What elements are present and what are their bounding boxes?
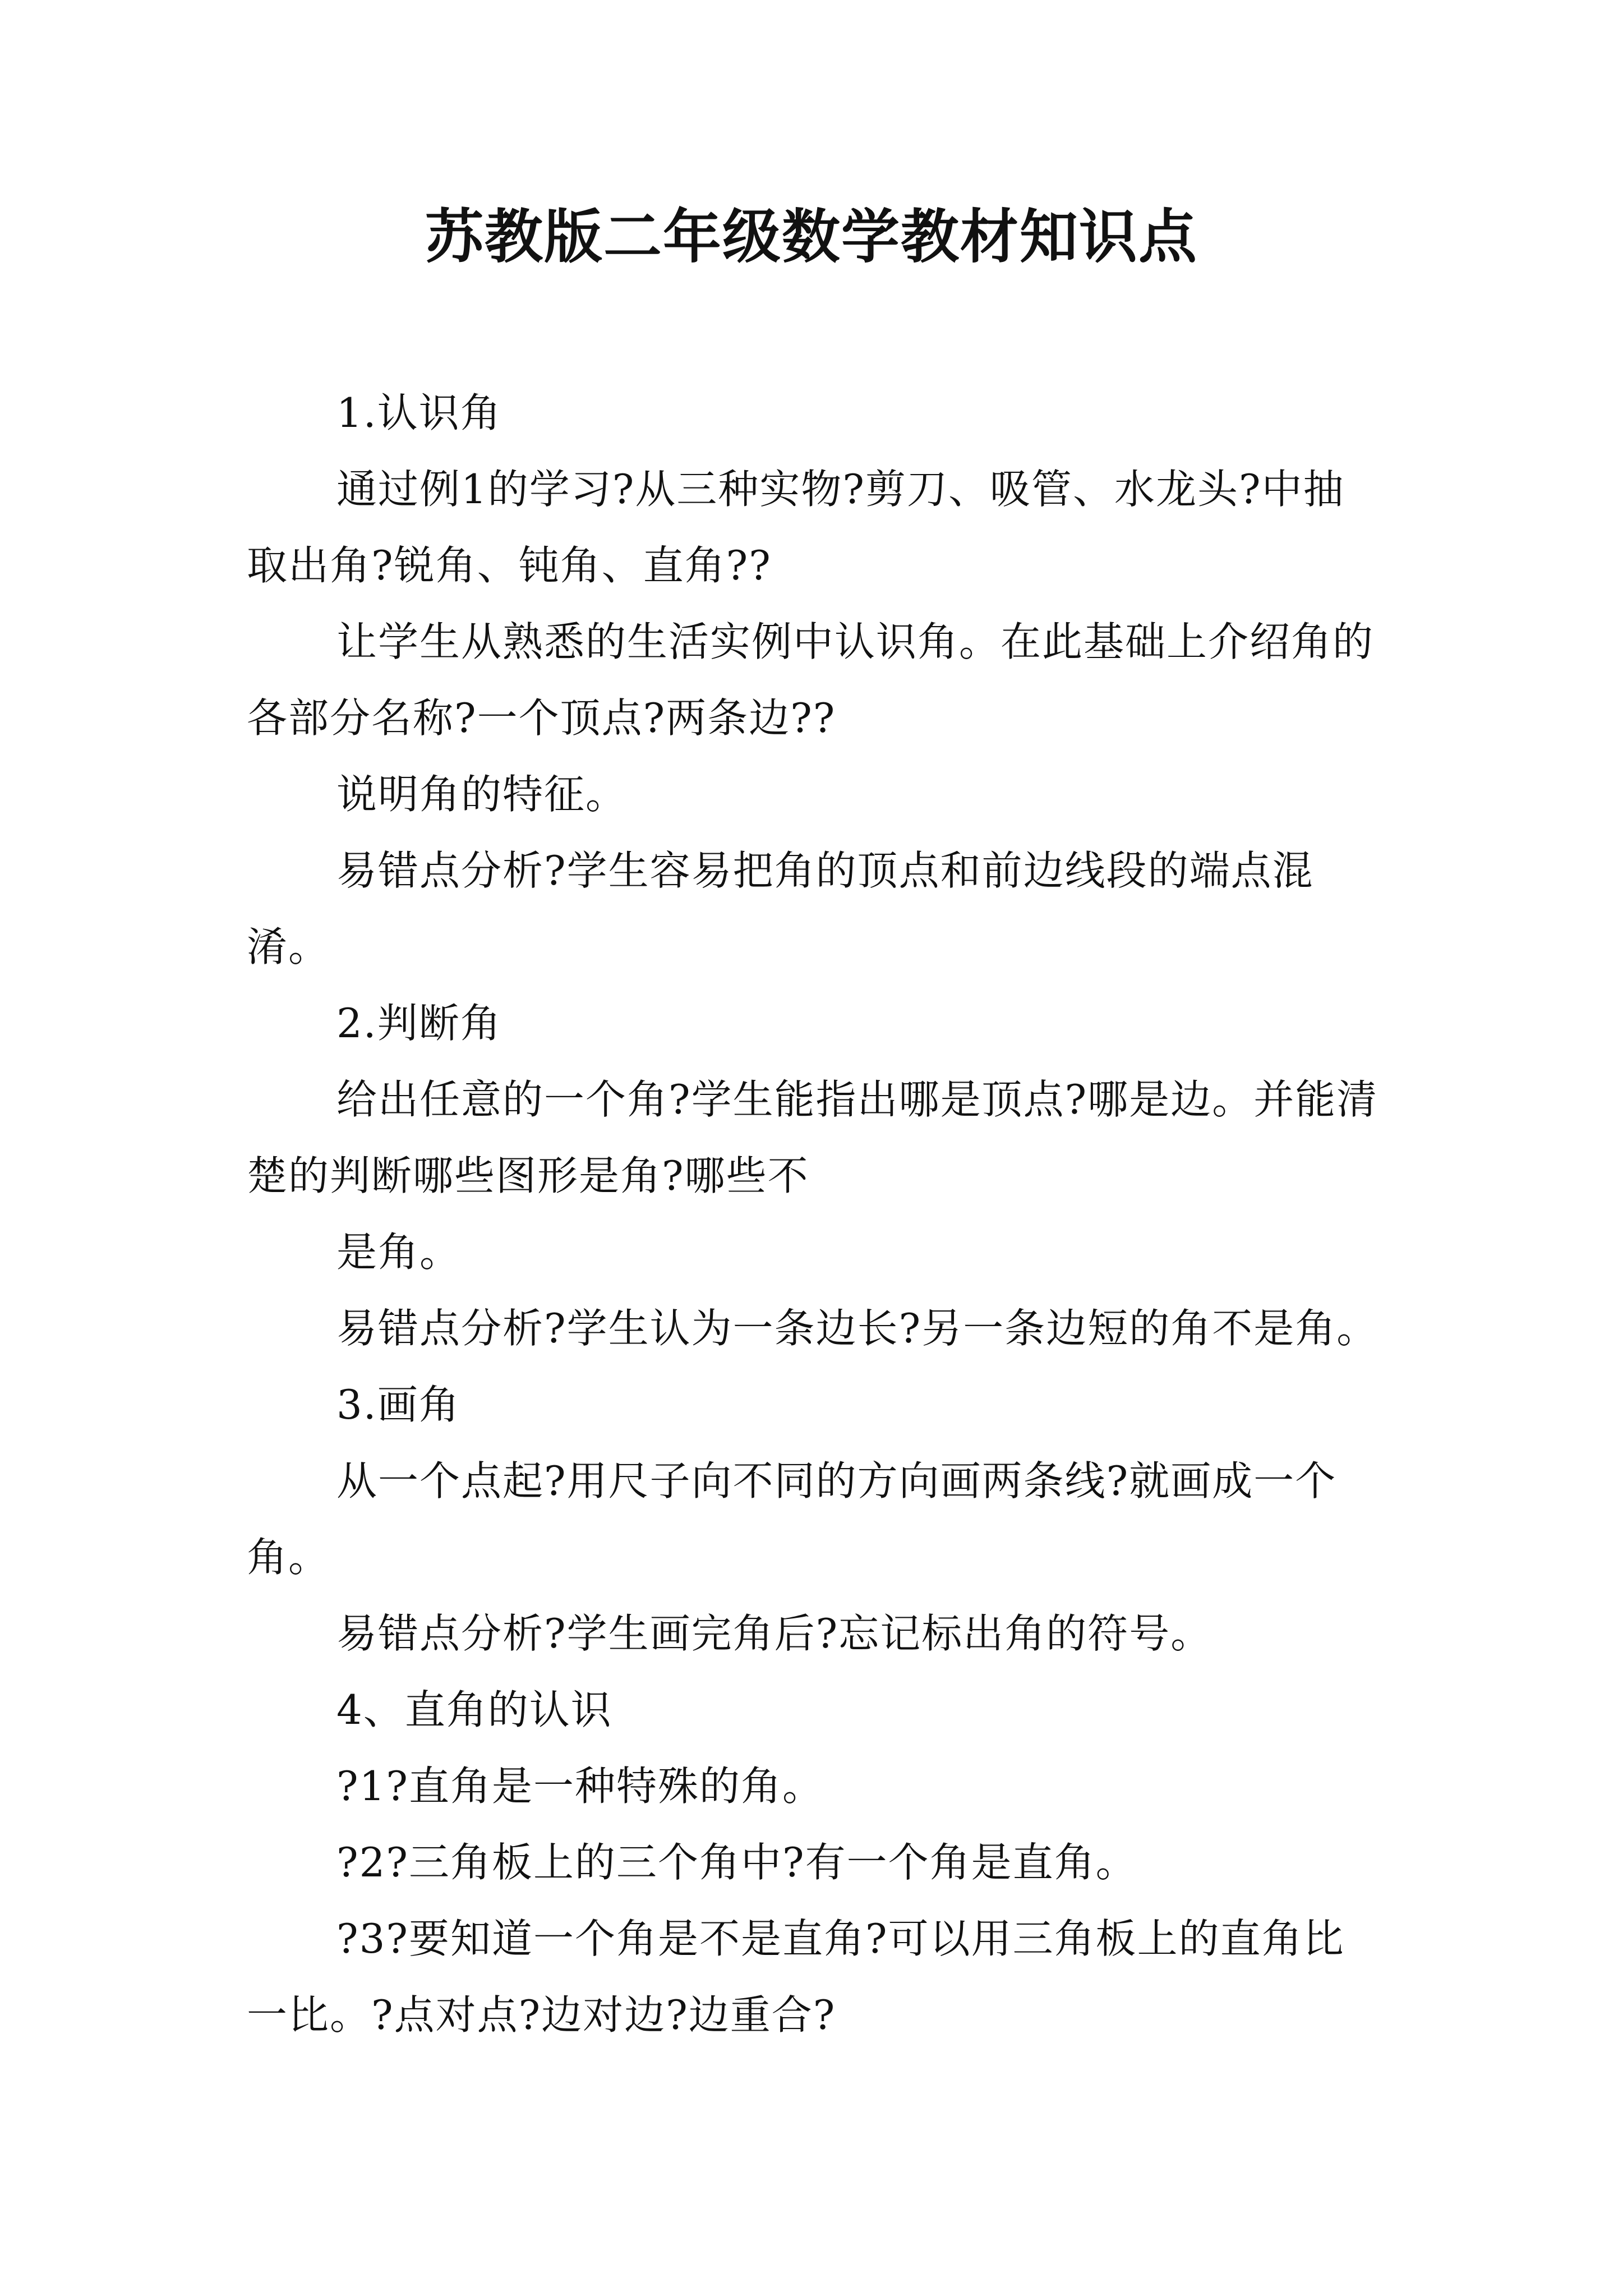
paragraph: 说明角的特征。 bbox=[336, 771, 628, 818]
paragraph-error-analysis: 易错点分析?学生画完角后?忘记标出角的符号。 bbox=[336, 1610, 1212, 1657]
paragraph: 让学生从熟悉的生活实例中认识角。在此基础上介绍角的各部分名称?一个顶点?两条边?? bbox=[247, 618, 1375, 742]
document-title: 苏教版二年级数学教材知识点 bbox=[425, 203, 1198, 271]
paragraph: ?3?要知道一个角是不是直角?可以用三角板上的直角比一比。?点对点?边对边?边重合? bbox=[247, 1915, 1345, 2039]
paragraph-section-2-heading: 2.判断角 bbox=[336, 1000, 502, 1047]
document-body bbox=[247, 375, 1385, 2053]
paragraph: ?1?直角是一种特殊的角。 bbox=[336, 1763, 824, 1810]
paragraph-section-1-heading: 1.认识角 bbox=[336, 389, 502, 436]
paragraph-error-analysis: 易错点分析?学生容易把角的顶点和前边线段的端点混淆。 bbox=[247, 847, 1314, 970]
paragraph-error-analysis: 易错点分析?学生认为一条边长?另一条边短的角不是角。 bbox=[336, 1305, 1378, 1352]
paragraph: ?2?三角板上的三个角中?有一个角是直角。 bbox=[336, 1839, 1137, 1886]
paragraph: 给出任意的一个角?学生能指出哪是顶点?哪是边。并能清楚的判断哪些图形是角?哪些不 bbox=[247, 1076, 1378, 1199]
paragraph-section-4-heading: 4、直角的认识 bbox=[336, 1686, 612, 1733]
paragraph: 从一个点起?用尺子向不同的方向画两条线?就画成一个角。 bbox=[247, 1457, 1337, 1581]
paragraph: 是角。 bbox=[336, 1228, 462, 1276]
paragraph-section-3-heading: 3.画角 bbox=[336, 1381, 460, 1428]
paragraph: 通过例1的学习?从三种实物?剪刀、吸管、水龙头?中抽取出角?锐角、钝角、直角?? bbox=[247, 466, 1345, 589]
